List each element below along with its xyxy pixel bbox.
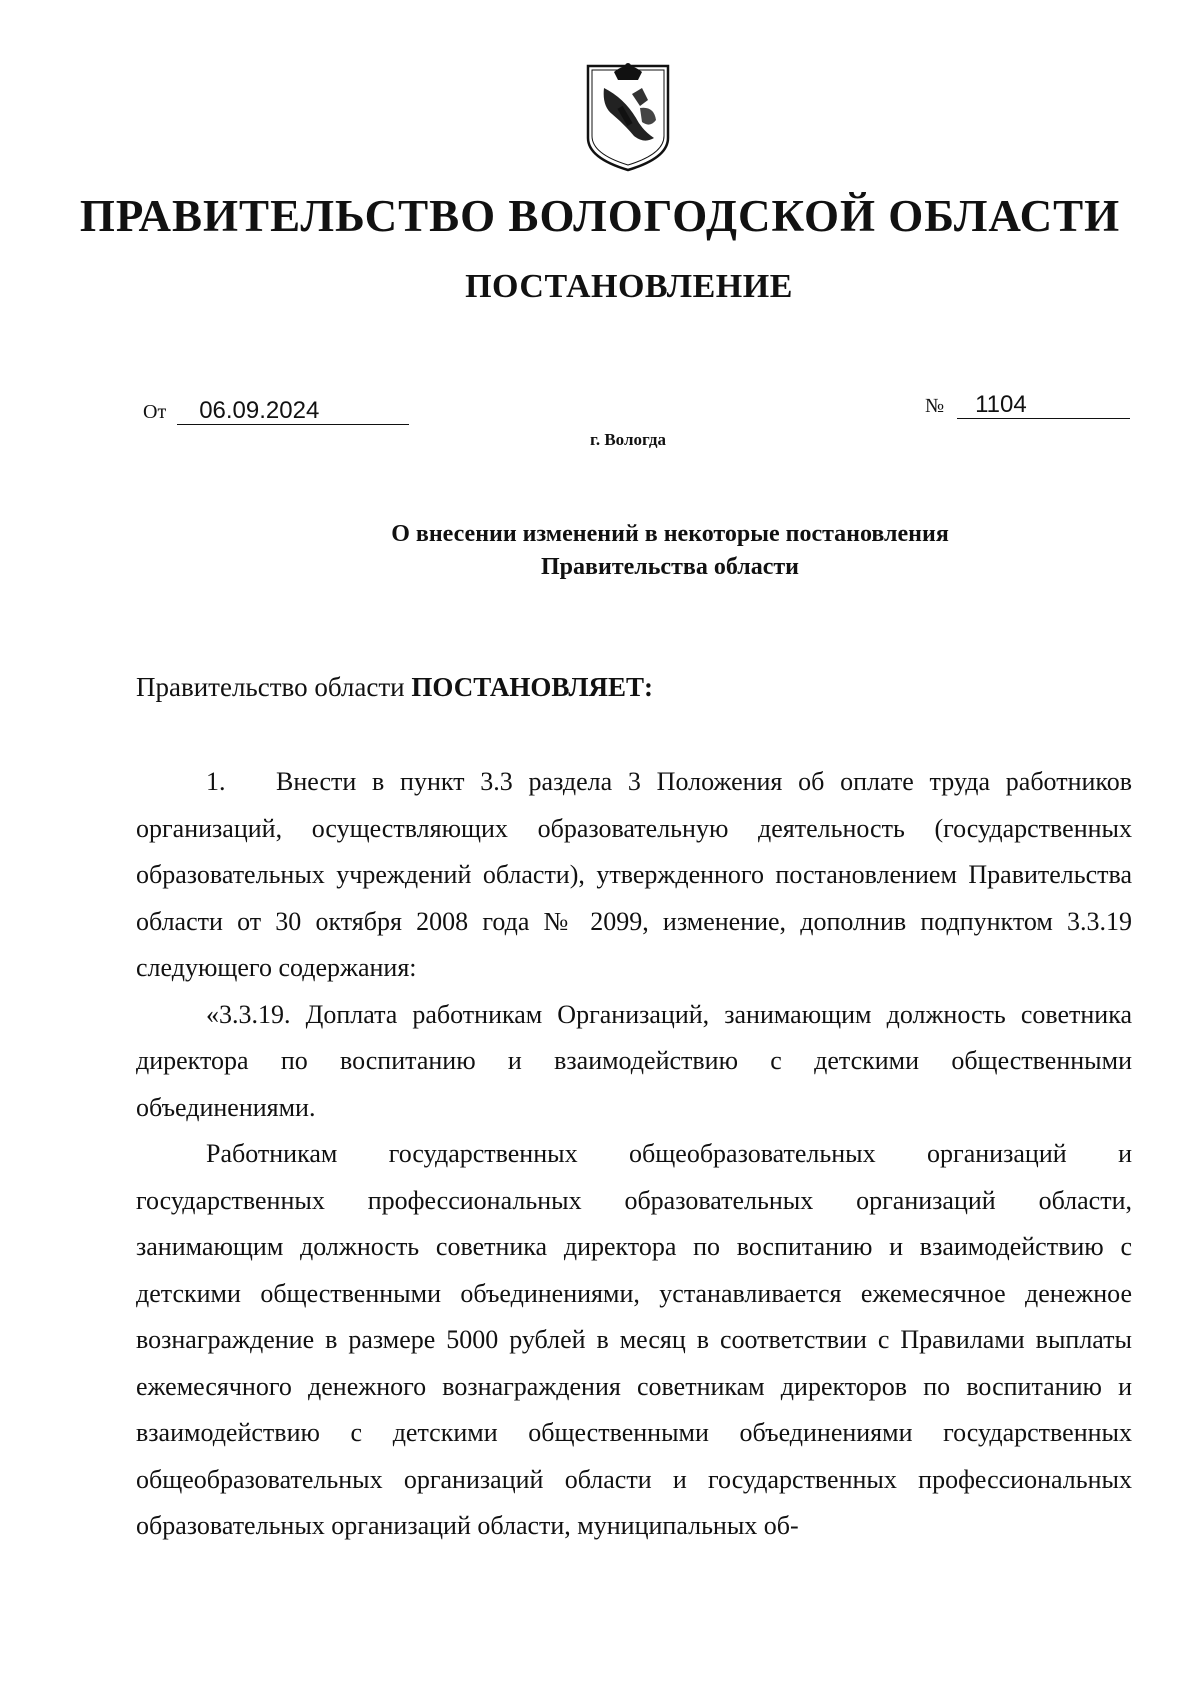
date-value: 06.09.2024 (177, 398, 409, 425)
document-type: ПОСТАНОВЛЕНИЕ (465, 268, 793, 305)
paragraph-2: Работникам государственных общеобразовательных организаций и государственных профессиональных образовательных организаций области, занимающим должность советника директора по воспитанию и взаимодействию с детскими общественными объединениями, устанавливается ежемесячное денежное вознаграждение в размере 5000 рублей в месяц в соответствии с Правилами выплаты ежемесячного денежного вознаграждения советникам директоров по воспитанию и взаимодействию с детскими общественными объединениями государственных общеобразовательных организаций области и государственных профессиональных образовательных организаций области, муниципальных об- (136, 1139, 1132, 1540)
paragraph-quote: «3.3.19. Доплата работникам Организаций, занимающим должность советника директора по воспитанию и взаимодействию с детскими общественными объединениями. (136, 999, 1132, 1122)
date-label: От (143, 401, 167, 423)
decree-prefix: Правительство области (136, 672, 412, 702)
city: г. Вологда (590, 430, 666, 449)
government-title: ПРАВИТЕЛЬСТВО ВОЛОГОДСКОЙ ОБЛАСТИ (79, 191, 1121, 241)
date-field (143, 398, 409, 425)
subject-line-2: Правительства области (541, 554, 799, 580)
number-field (925, 392, 1130, 419)
paragraph-item-1 (136, 759, 1132, 992)
document-body (136, 759, 1132, 1550)
decree-verb: ПОСТАНОВЛЯЕТ: (411, 672, 653, 702)
document-subject (300, 518, 1040, 584)
subject-line-1: О внесении изменений в некоторые постановления (391, 521, 949, 547)
item-1-text: Внести в пункт 3.3 раздела 3 Положения об оплате труда работников организаций, осуществляющих образовательную деятельность (государственных образовательных учреждений области), утвержденного постановлением Правительства области от 30 октября 2008 года № 2099, изменение, дополнив подпунктом 3.3.19 следующего содержания: (136, 767, 1132, 982)
number-value: 1104 (957, 392, 1130, 419)
item-number: 1. (206, 767, 226, 796)
coat-of-arms-icon (584, 58, 672, 176)
decree-statement (136, 672, 653, 703)
number-label: № (925, 395, 945, 417)
